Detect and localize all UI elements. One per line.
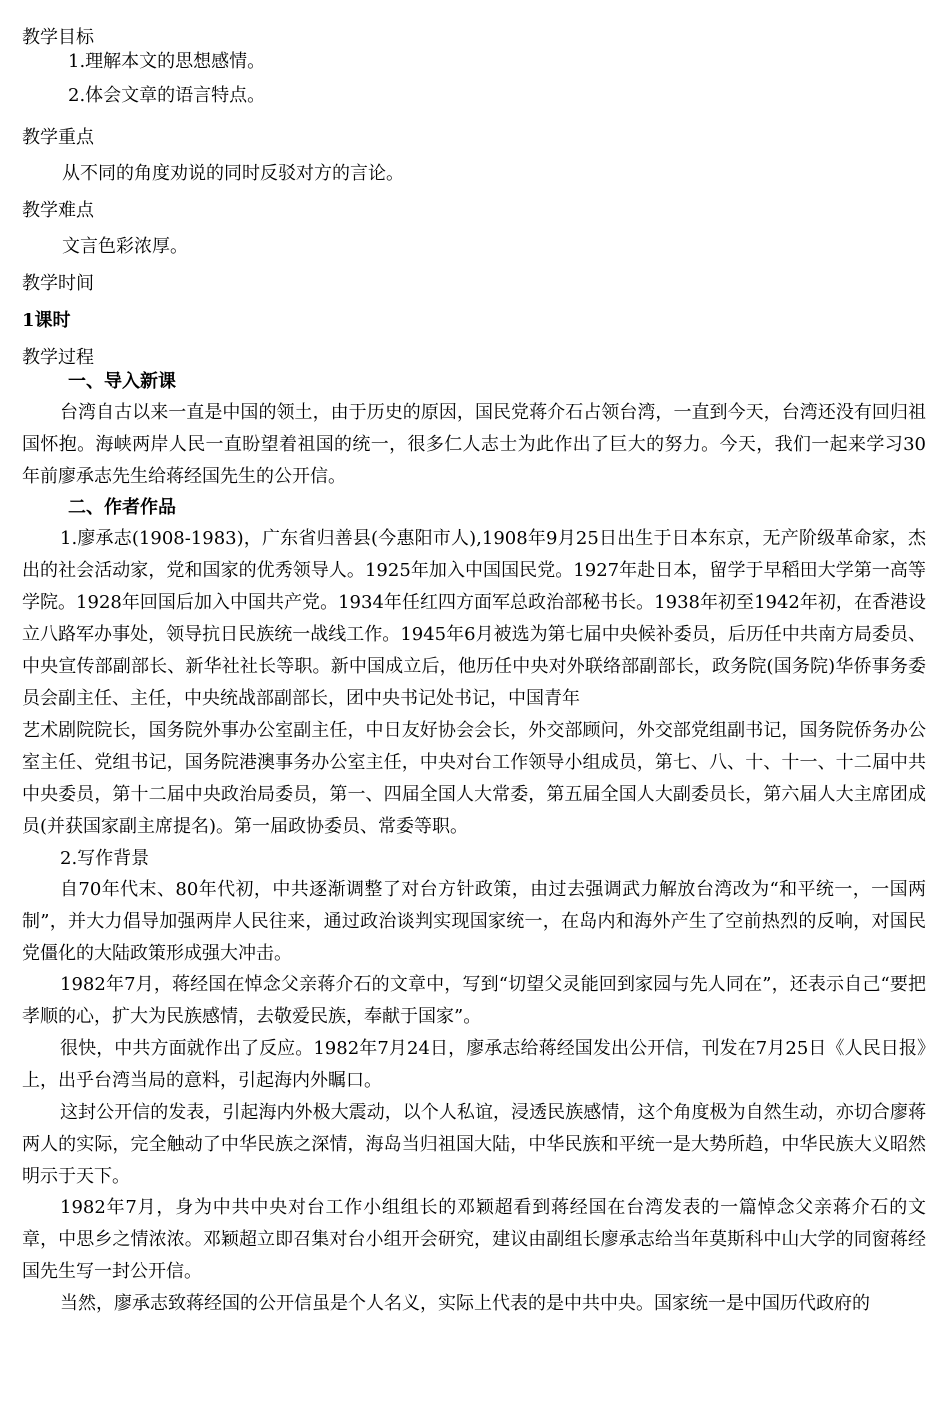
time-text: 1课时 bbox=[22, 310, 71, 331]
background-paragraph-6: 当然，廖承志致蒋经国的公开信虽是个人名义，实际上代表的是中共中央。国家统一是中国历代政府的 bbox=[60, 1293, 870, 1314]
background-paragraph-1: 自70年代末、80年代初，中共逐渐调整了对台方针政策，由过去强调武力解放台湾改为“和平统一，一国两制”，并大力倡导加强两岸人民往来，通过政治谈判实现国家统一，在岛内和海外产生了空前热烈的反响，对国民党僵化的大陆政策形成强大冲击。 bbox=[22, 879, 926, 964]
bio-paragraph-2: 艺术剧院院长，国务院外事办公室副主任，中日友好协会会长，外交部顾问，外交部党组副书记，国务院侨务办公室主任、党组书记，国务院港澳事务办公室主任，中央对台工作领导小组成员，第七、八、十、十一、十二届中共中央委员，第十二届中央政治局委员，第一、四届全国人大常委，第五届全国人大副委员长，第六届人大主席团成员(并获国家副主席提名)。第一届政协委员、常委等职。 bbox=[22, 720, 926, 837]
background-paragraph-2: 1982年7月，蒋经国在悼念父亲蒋介石的文章中，写到“切望父灵能回到家园与先人同在”，还表示自己“要把孝顺的心，扩大为民族感情，去敬爱民族，奉献于国家”。 bbox=[22, 974, 926, 1027]
bio-paragraph-1: 1.廖承志(1908-1983)，广东省归善县(今惠阳市人),1908年9月25日出生于日本东京，无产阶级革命家，杰出的社会活动家，党和国家的优秀领导人。1925年加入中国国民党。1927年赴日本，留学于早稻田大学第一高等学院。1928年回国后加入中国共产党。1934年任红四方面军总政治部秘书长。1938年初至1942年初，在香港设立八路军办事处，领导抗日民族统一战线工作。1945年6月被选为第七届中央候补委员，后历任中共南方局委员、中央宣传部副部长、新华社社长等职。新中国成立后，他历任中央对外联络部副部长，政务院(国务院)华侨事务委员会副主任、主任，中央统战部副部长，团中央书记处书记，中国青年 bbox=[22, 528, 926, 709]
objective-item-1: 1.理解本文的思想感情。 bbox=[68, 51, 266, 72]
background-paragraph-4: 这封公开信的发表，引起海内外极大震动，以个人私谊，浸透民族感情，这个角度极为自然生动，亦切合廖蒋两人的实际，完全触动了中华民族之深情，海岛当归祖国大陆，中华民族和平统一是大势所趋，中华民族大义昭然明示于天下。 bbox=[22, 1102, 926, 1187]
key-point-heading: 教学重点 bbox=[22, 127, 94, 148]
time-heading: 教学时间 bbox=[22, 273, 94, 294]
key-point-text: 从不同的角度劝说的同时反驳对方的言论。 bbox=[62, 163, 404, 184]
objectives-heading: 教学目标 bbox=[22, 27, 94, 48]
objective-item-2: 2.体会文章的语言特点。 bbox=[68, 85, 266, 106]
background-paragraph-5: 1982年7月，身为中共中央对台工作小组组长的邓颖超看到蒋经国在台湾发表的一篇悼念父亲蒋介石的文章，中思乡之情浓浓。邓颖超立即召集对台小组开会研究，建议由副组长廖承志给当年莫斯科中山大学的同窗蒋经国先生写一封公开信。 bbox=[22, 1197, 926, 1282]
background-paragraph-3: 很快，中共方面就作出了反应。1982年7月24日，廖承志给蒋经国发出公开信，刊发在7月25日《人民日报》上，出乎台湾当局的意料，引起海内外瞩口。 bbox=[22, 1038, 926, 1091]
process-heading: 教学过程 bbox=[22, 347, 94, 368]
part1-paragraph: 台湾自古以来一直是中国的领土，由于历史的原因，国民党蒋介石占领台湾，一直到今天，台湾还没有回归祖国怀抱。海峡两岸人民一直盼望着祖国的统一，很多仁人志士为此作出了巨大的努力。今天，我们一起来学习30年前廖承志先生给蒋经国先生的公开信。 bbox=[22, 402, 926, 487]
background-heading: 2.写作背景 bbox=[60, 848, 150, 869]
difficulty-heading: 教学难点 bbox=[22, 200, 94, 221]
part2-heading: 二、作者作品 bbox=[68, 497, 176, 518]
difficulty-text: 文言色彩浓厚。 bbox=[62, 236, 188, 257]
part1-heading: 一、导入新课 bbox=[68, 371, 176, 392]
